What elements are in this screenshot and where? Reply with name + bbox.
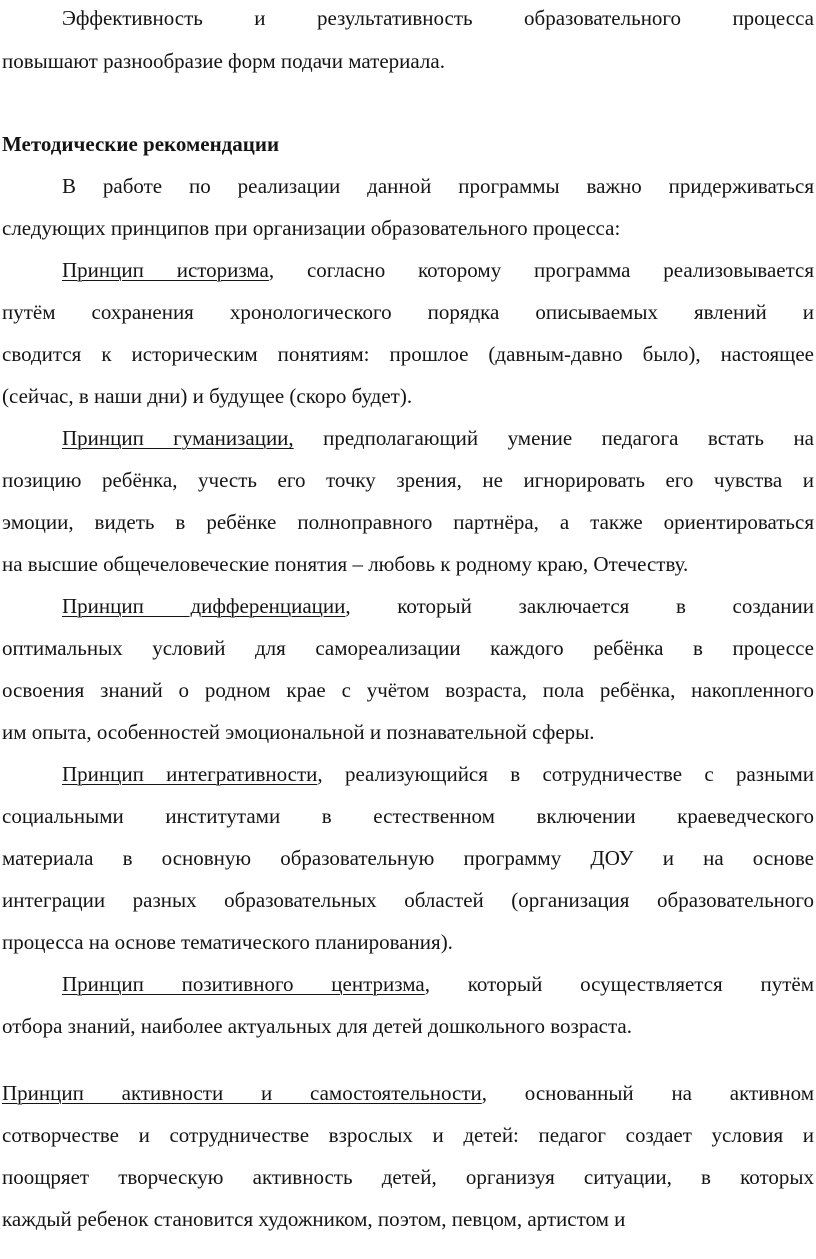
principle-text: предполагающий умение педагога встать на (293, 426, 815, 450)
principle-line (62, 256, 814, 284)
principle-term: Принцип позитивного центризма (62, 972, 425, 996)
principle-line (62, 970, 814, 998)
principle-line (62, 760, 814, 788)
paragraph-line: им опыта, особенностей эмоциональной и познавательной сферы. (2, 720, 595, 744)
principle-line (62, 592, 814, 620)
paragraph-line: сотворчестве и сотрудничестве взрослых и детей: педагог создает условия и (2, 1123, 814, 1147)
principle-text: , который заключается в создании (345, 594, 814, 618)
paragraph-line: В работе по реализации данной программы важно придерживаться (62, 174, 814, 198)
principle-text: , реализующийся в сотрудничестве с разными (317, 762, 814, 786)
paragraph-line: освоения знаний о родном крае с учётом возраста, пола ребёнка, накопленного (2, 678, 814, 702)
principle-term: Принцип активности и самостоятельности (2, 1081, 482, 1105)
paragraph-line: оптимальных условий для самореализации каждого ребёнка в процессе (2, 636, 814, 660)
principle-term: Принцип гуманизации, (62, 426, 294, 450)
paragraph-line: каждый ребенок становится художником, поэтом, певцом, артистом и (2, 1207, 626, 1231)
principle-line (62, 424, 814, 452)
paragraph-line: эмоции, видеть в ребёнке полноправного партнёра, а также ориентироваться (2, 510, 814, 534)
paragraph-line: на высшие общечеловеческие понятия – любовь к родному краю, Отечеству. (2, 552, 689, 576)
principle-term: Принцип историзма (62, 258, 269, 282)
paragraph-line: интеграции разных образовательных областей (организация образовательного (2, 888, 814, 912)
paragraph-line: путём сохранения хронологического порядка описываемых явлений и (2, 300, 814, 324)
intro-line: повышают разнообразие форм подачи материала. (2, 49, 445, 73)
paragraph-line: следующих принципов при организации образовательного процесса: (2, 216, 621, 240)
paragraph-line: материала в основную образовательную программу ДОУ и на основе (2, 846, 814, 870)
principle-text: , согласно которому программа реализовывается (268, 258, 814, 282)
principle-line (2, 1079, 814, 1107)
principle-term: Принцип дифференциации (62, 594, 346, 618)
paragraph-line: позицию ребёнка, учесть его точку зрения, не игнорировать его чувства и (2, 468, 814, 492)
paragraph-line: отбора знаний, наиболее актуальных для детей дошкольного возраста. (2, 1014, 632, 1038)
paragraph-line: (сейчас, в наши дни) и будущее (скоро будет). (2, 384, 413, 408)
paragraph-line: поощряет творческую активность детей, организуя ситуации, в которых (2, 1165, 814, 1189)
principle-text: , который осуществляется путём (424, 972, 814, 996)
paragraph-line: сводится к историческим понятиям: прошлое (давным-давно было), настоящее (2, 342, 814, 366)
principle-text: , основанный на активном (481, 1081, 814, 1105)
section-heading: Методические рекомендации (2, 132, 280, 156)
paragraph-line: социальными институтами в естественном включении краеведческого (2, 804, 814, 828)
intro-line: Эффективность и результативность образовательного процесса (62, 6, 814, 30)
principle-term: Принцип интегративности (62, 762, 318, 786)
paragraph-line: процесса на основе тематического планирования). (2, 930, 453, 954)
